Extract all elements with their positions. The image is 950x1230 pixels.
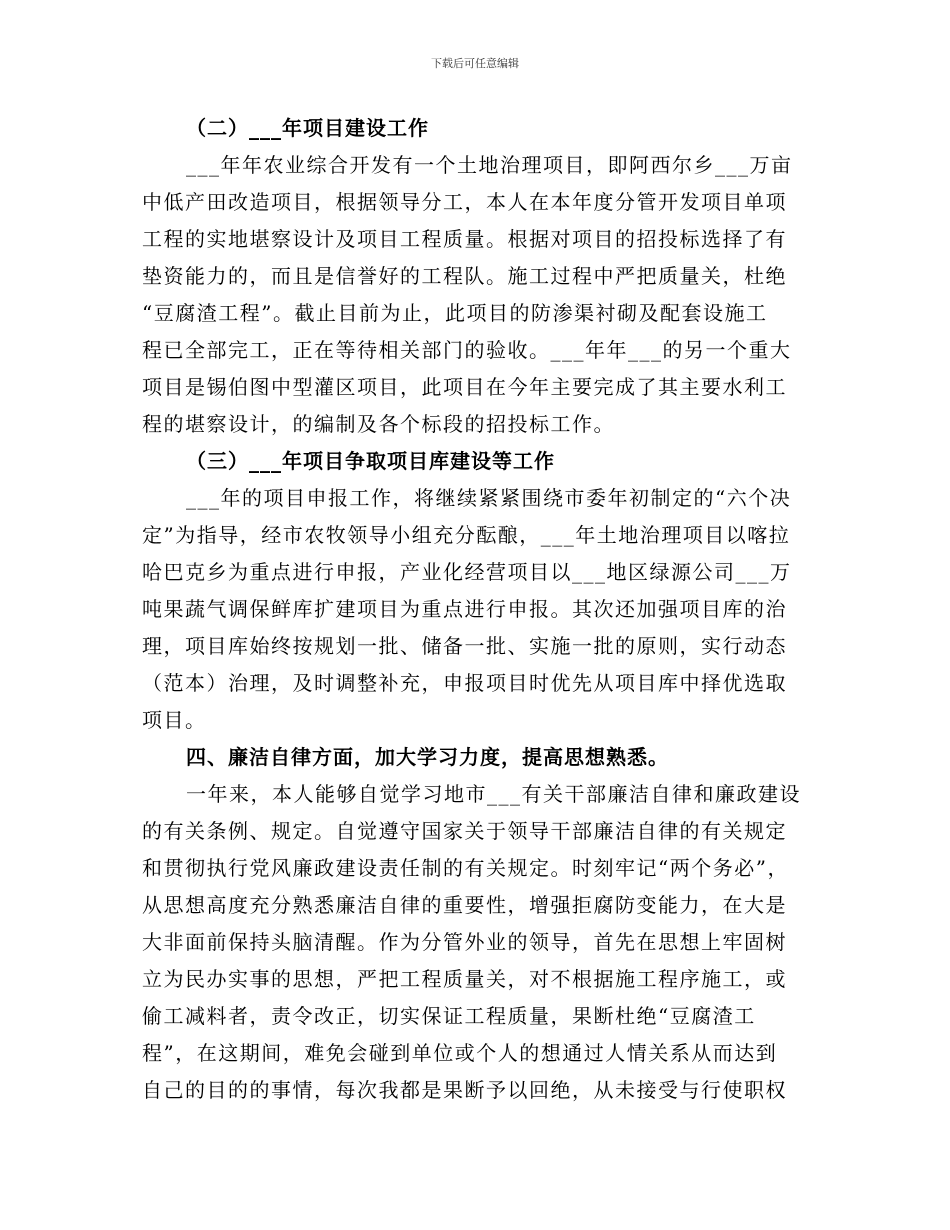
- paragraph-line: （范本）治理，及时调整补充，申报项目时优先从项目库中择优选取: [142, 671, 787, 695]
- header-note: 下载后可任意编辑: [431, 57, 519, 70]
- paragraph-line: 理，项目库始终按规划一批、储备一批、实施一批的原则，实行动态: [142, 634, 787, 658]
- paragraph-line: “豆腐渣工程”。截止目前为止，此项目的防渗渠衬砌及配套设施工: [142, 301, 768, 325]
- paragraph-line: 偷工减料者，责令改正，切实保证工程质量，果断杜绝“豆腐渣工: [142, 1004, 756, 1028]
- paragraph-line: ___年年农业综合开发有一个土地治理项目，即阿西尔乡___万亩: [186, 153, 793, 177]
- paragraph-line: 和贯彻执行党风廉政建设责任制的有关规定。时刻牢记“两个务必”，: [142, 856, 789, 880]
- section-heading: （三）___年项目争取项目库建设等工作: [186, 449, 555, 473]
- paragraph-line: 自己的目的的事情，每次我都是果断予以回绝，从未接受与行使职权: [142, 1078, 787, 1102]
- paragraph-line: 吨果蔬气调保鲜库扩建项目为重点进行申报。其次还加强项目库的治: [142, 597, 787, 621]
- paragraph-line: 项目。: [142, 708, 207, 732]
- paragraph-line: 哈巴克乡为重点进行申报，产业化经营项目以___地区绿源公司___万: [142, 560, 792, 584]
- paragraph-line: 程已全部完工，正在等待相关部门的验收。___年年___的另一个重大: [142, 338, 792, 362]
- paragraph-line: 的有关条例、规定。自觉遵守国家关于领导干部廉洁自律的有关规定: [142, 819, 787, 843]
- document-body: [142, 110, 810, 1109]
- paragraph-line: 一年来，本人能够自觉学习地市___有关干部廉洁自律和廉政建设: [186, 782, 801, 806]
- paragraph-line: 从思想高度充分熟悉廉洁自律的重要性，增强拒腐防变能力，在大是: [142, 893, 787, 917]
- paragraph-line: 程的堪察设计，的编制及各个标段的招投标工作。: [142, 412, 615, 436]
- paragraph-line: 大非面前保持头脑清醒。作为分管外业的领导，首先在思想上牢固树: [142, 930, 787, 954]
- paragraph-line: ___年的项目申报工作，将继续紧紧围绕市委年初制定的“六个决: [186, 486, 792, 510]
- section-heading: （二）___年项目建设工作: [186, 116, 429, 140]
- paragraph-line: 项目是锡伯图中型灌区项目，此项目在今年主要完成了其主要水利工: [142, 375, 787, 399]
- section-heading: 四、廉洁自律方面，加大学习力度，提高思想熟悉。: [186, 745, 669, 769]
- paragraph-line: 程”，在这期间，难免会碰到单位或个人的想通过人情关系从而达到: [142, 1041, 778, 1065]
- paragraph-line: 中低产田改造项目，根据领导分工，本人在本年度分管开发项目单项: [142, 190, 787, 214]
- paragraph-line: 立为民办实事的思想，严把工程质量关，对不根据施工程序施工，或: [142, 967, 787, 991]
- paragraph-line: 垫资能力的，而且是信誉好的工程队。施工过程中严把质量关，杜绝: [142, 264, 787, 288]
- paragraph-line: 定”为指导，经市农牧领导小组充分酝酿，___年土地治理项目以喀拉: [142, 523, 791, 547]
- paragraph-line: 工程的实地堪察设计及项目工程质量。根据对项目的招投标选择了有: [142, 227, 787, 251]
